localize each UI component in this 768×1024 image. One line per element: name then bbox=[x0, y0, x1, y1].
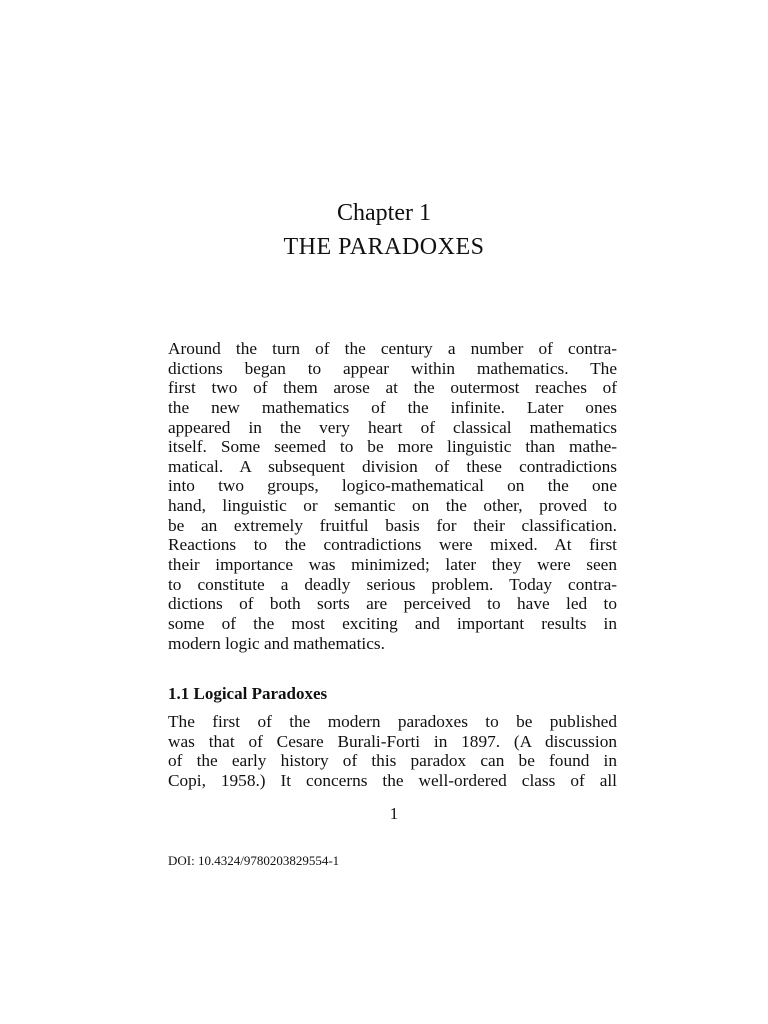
text-line: first two of them arose at the outermost reaches of bbox=[168, 378, 617, 398]
text-line: itself. Some seemed to be more linguistic than mathe- bbox=[168, 437, 617, 457]
text-line: the new mathematics of the infinite. Later ones bbox=[168, 397, 617, 417]
text-line: be an extremely fruitful basis for their classification. bbox=[168, 515, 617, 535]
text-line: was that of Cesare Burali-Forti in 1897. (A discussion bbox=[168, 731, 617, 751]
section-paragraph bbox=[168, 712, 617, 791]
text-line: Around the turn of the century a number of contra- bbox=[168, 339, 617, 358]
text-line: of the early history of this paradox can be found in bbox=[168, 751, 617, 771]
section-heading: 1.1 Logical Paradoxes bbox=[168, 684, 328, 703]
text-line: dictions of both sorts are perceived to have led to bbox=[168, 594, 617, 614]
text-line: into two groups, logico-mathematical on the one bbox=[168, 476, 617, 496]
text-line: appeared in the very heart of classical mathematics bbox=[168, 417, 617, 437]
page-number: 1 bbox=[389, 804, 399, 823]
text-line: The first of the modern paradoxes to be published bbox=[168, 712, 617, 731]
text-line: matical. A subsequent division of these contradictions bbox=[168, 456, 617, 476]
doi-footer: DOI: 10.4324/9780203829554-1 bbox=[168, 853, 340, 868]
intro-paragraph bbox=[168, 339, 617, 653]
chapter-label: Chapter 1 bbox=[337, 200, 431, 226]
chapter-title: THE PARADOXES bbox=[283, 234, 485, 260]
text-line: hand, linguistic or semantic on the other, proved to bbox=[168, 496, 617, 516]
text-line: dictions began to appear within mathematics. The bbox=[168, 358, 617, 378]
text-line: some of the most exciting and important results in bbox=[168, 613, 617, 633]
text-line: to constitute a deadly serious problem. Today contra- bbox=[168, 574, 617, 594]
text-line: their importance was minimized; later they were seen bbox=[168, 555, 617, 575]
text-line: Copi, 1958.) It concerns the well-ordered class of all bbox=[168, 770, 617, 790]
text-line: modern logic and mathematics. bbox=[168, 633, 385, 653]
text-line: Reactions to the contradictions were mixed. At first bbox=[168, 535, 617, 555]
